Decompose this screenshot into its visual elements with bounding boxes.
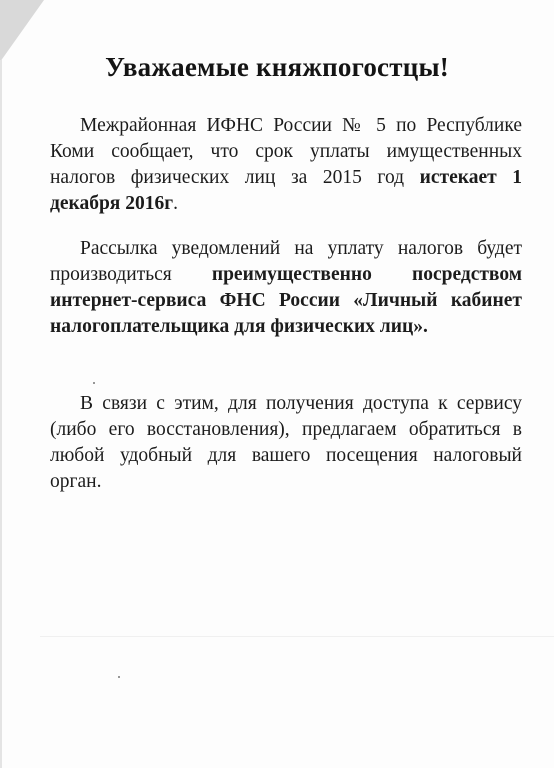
notice-title: Уважаемые княжпогостцы! [105, 52, 449, 82]
paragraph-mailing [50, 236, 522, 340]
paragraph-deadline-text: Межрайонная ИФНС России № 5 по Республике Коми сообщает, что срок уплаты имущественных налогов физических лиц за 2015 год [50, 115, 522, 188]
paragraph-deadline-end: . [173, 193, 178, 214]
paragraph-deadline [50, 113, 522, 217]
scan-speck [118, 676, 120, 678]
scan-line [40, 636, 554, 637]
scan-speck [93, 382, 95, 384]
paragraph-mailing-text: Рассылка уведомлений на уплату налогов будет производиться [50, 238, 522, 285]
paragraph-access [50, 391, 522, 495]
paragraph-access-text: В связи с этим, для получения доступа к сервису (либо его восстановления), предлагаем обратиться в любой удобный для вашего посещения налоговый орган. [50, 393, 522, 492]
scan-edge [0, 60, 2, 768]
deadline-emphasis: истекает 1 декабря 2016г [50, 167, 522, 214]
online-service-emphasis: преимущественно посредством интернет-сервиса ФНС России «Личный кабинет налогоплательщика для физических лиц». [50, 264, 522, 337]
